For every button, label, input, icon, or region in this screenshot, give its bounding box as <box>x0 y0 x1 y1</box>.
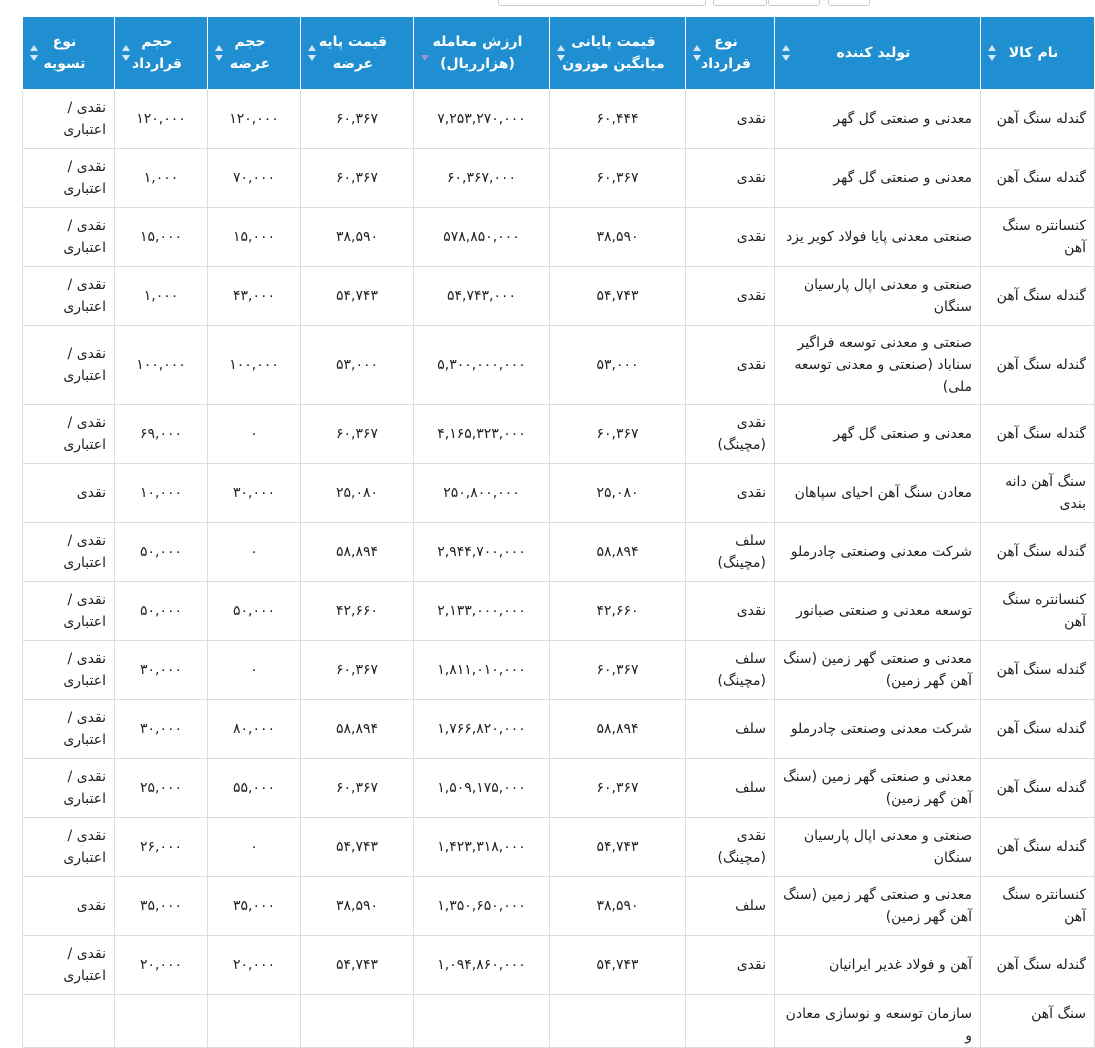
table-cell: معادن سنگ آهن احیای سپاهان <box>775 464 981 523</box>
table-row[interactable] <box>23 641 1095 700</box>
table-cell: ۲۵۰,۸۰۰,۰۰۰ <box>414 464 550 523</box>
table-cell: گندله سنگ آهن <box>981 149 1095 208</box>
table-cell: گندله سنگ آهن <box>981 326 1095 405</box>
column-header-label: نام کالا <box>1008 45 1059 61</box>
table-cell: سلف <box>686 700 775 759</box>
table-row[interactable] <box>23 582 1095 641</box>
column-header[interactable] <box>115 17 208 90</box>
table-row[interactable] <box>23 759 1095 818</box>
table-cell: نقدی <box>686 326 775 405</box>
table-cell: ۵۴,۷۴۳,۰۰۰ <box>414 267 550 326</box>
table-cell: ۵۸,۸۹۴ <box>301 523 414 582</box>
table-cell: ۱۵,۰۰۰ <box>115 208 208 267</box>
table-cell: ۵۴,۷۴۳ <box>550 818 686 877</box>
filter-input[interactable] <box>498 0 706 6</box>
top-toolbar-strip <box>0 0 1080 14</box>
table-cell: نقدی / اعتباری <box>23 267 115 326</box>
table-cell: گندله سنگ آهن <box>981 641 1095 700</box>
table-cell: سلف <box>686 759 775 818</box>
table-cell: گندله سنگ آهن <box>981 818 1095 877</box>
table-cell: ۴۲,۶۶۰ <box>550 582 686 641</box>
table-cell: گندله سنگ آهن <box>981 759 1095 818</box>
table-cell: ۶۰,۳۶۷ <box>301 641 414 700</box>
table-body <box>23 90 1095 1048</box>
table-row[interactable] <box>23 995 1095 1048</box>
table-row[interactable] <box>23 464 1095 523</box>
table-cell: گندله سنگ آهن <box>981 90 1095 149</box>
table-cell <box>550 995 686 1048</box>
table-cell: گندله سنگ آهن <box>981 405 1095 464</box>
table-cell: ۱۲۰,۰۰۰ <box>208 90 301 149</box>
table-cell: ۶۰,۳۶۷ <box>550 641 686 700</box>
table-cell: ۵۸,۸۹۴ <box>550 700 686 759</box>
table-cell: صنعتی و معدنی اپال پارسیان سنگان <box>775 818 981 877</box>
table-cell: نقدی / اعتباری <box>23 405 115 464</box>
table-cell: نقدی <box>686 149 775 208</box>
table-cell: ۱,۷۶۶,۸۲۰,۰۰۰ <box>414 700 550 759</box>
table-cell: ۶۰,۳۶۷ <box>550 759 686 818</box>
column-header-label: حجم قرارداد <box>132 34 182 72</box>
column-header[interactable] <box>686 17 775 90</box>
table-cell: سلف <box>686 877 775 936</box>
table-cell: صنعتی معدنی پایا فولاد کویر یزد <box>775 208 981 267</box>
table-cell: گندله سنگ آهن <box>981 267 1095 326</box>
table-row[interactable] <box>23 818 1095 877</box>
filter-control[interactable] <box>768 0 820 6</box>
table-cell: ۳۵,۰۰۰ <box>115 877 208 936</box>
table-cell: آهن و فولاد غدیر ایرانیان <box>775 936 981 995</box>
trades-table-container <box>22 16 1086 1044</box>
column-header-label: نوع تسویه <box>43 34 86 72</box>
table-cell: ۵۴,۷۴۳ <box>301 936 414 995</box>
table-cell: توسعه معدنی و صنعتی صبانور <box>775 582 981 641</box>
sort-icon[interactable] <box>557 44 565 62</box>
table-cell: ۱,۵۰۹,۱۷۵,۰۰۰ <box>414 759 550 818</box>
table-cell: ۳۰,۰۰۰ <box>115 641 208 700</box>
table-cell: ۵۸,۸۹۴ <box>301 700 414 759</box>
table-cell: نقدی <box>686 90 775 149</box>
table-header-row <box>23 17 1095 90</box>
table-cell: کنسانتره سنگ آهن <box>981 208 1095 267</box>
table-row[interactable] <box>23 936 1095 995</box>
sort-icon[interactable] <box>988 44 996 62</box>
table-cell: ۱۰,۰۰۰ <box>115 464 208 523</box>
table-cell: ۲۵,۰۸۰ <box>301 464 414 523</box>
table-cell <box>686 995 775 1048</box>
table-cell: نقدی / اعتباری <box>23 149 115 208</box>
table-cell: ۶۰,۳۶۷,۰۰۰ <box>414 149 550 208</box>
table-cell: ۱,۰۰۰ <box>115 149 208 208</box>
table-cell: نقدی / اعتباری <box>23 208 115 267</box>
table-cell: ۳۸,۵۹۰ <box>550 208 686 267</box>
table-cell: نقدی / اعتباری <box>23 641 115 700</box>
table-cell: ۳۰,۰۰۰ <box>208 464 301 523</box>
table-cell: شرکت معدنی وصنعتی چادرملو <box>775 523 981 582</box>
table-cell <box>115 995 208 1048</box>
table-cell: ۱۵,۰۰۰ <box>208 208 301 267</box>
table-cell: سازمان توسعه و نوسازی معادن و <box>775 995 981 1048</box>
table-cell: ۶۹,۰۰۰ <box>115 405 208 464</box>
table-cell: ۶۰,۳۶۷ <box>301 759 414 818</box>
table-cell: ۵۰,۰۰۰ <box>115 523 208 582</box>
table-cell: ۳۸,۵۹۰ <box>550 877 686 936</box>
table-cell: نقدی <box>686 582 775 641</box>
table-cell: معدنی و صنعتی گل گهر <box>775 149 981 208</box>
table-cell: صنعتی و معدنی توسعه فراگیر سناباد (صنعتی و معدنی توسعه ملی) <box>775 326 981 405</box>
table-cell: نقدی <box>686 464 775 523</box>
table-cell: گندله سنگ آهن <box>981 523 1095 582</box>
table-cell: ۱۰۰,۰۰۰ <box>208 326 301 405</box>
table-cell: نقدی <box>23 877 115 936</box>
table-cell: نقدی <box>686 267 775 326</box>
table-cell: ۱,۰۰۰ <box>115 267 208 326</box>
sort-icon[interactable] <box>693 44 701 62</box>
sort-icon[interactable] <box>122 44 130 62</box>
table-cell: ۴۳,۰۰۰ <box>208 267 301 326</box>
table-cell: ۱,۰۹۴,۸۶۰,۰۰۰ <box>414 936 550 995</box>
table-cell: کنسانتره سنگ آهن <box>981 877 1095 936</box>
table-row[interactable] <box>23 149 1095 208</box>
column-header[interactable] <box>301 17 414 90</box>
table-row[interactable] <box>23 90 1095 149</box>
table-cell: ۶۰,۴۴۴ <box>550 90 686 149</box>
table-row[interactable] <box>23 523 1095 582</box>
table-cell: ۳۵,۰۰۰ <box>208 877 301 936</box>
table-cell: سلف (مچینگ) <box>686 641 775 700</box>
table-cell: نقدی / اعتباری <box>23 326 115 405</box>
table-cell: معدنی و صنعتی گهر زمین (سنگ آهن گهر زمین) <box>775 877 981 936</box>
sort-icon[interactable] <box>30 44 38 62</box>
table-cell: ۵۸,۸۹۴ <box>550 523 686 582</box>
table-cell: ۴,۱۶۵,۳۲۳,۰۰۰ <box>414 405 550 464</box>
table-cell: ۵۰,۰۰۰ <box>208 582 301 641</box>
table-row[interactable] <box>23 405 1095 464</box>
table-cell: ۳۸,۵۹۰ <box>301 208 414 267</box>
table-cell: معدنی و صنعتی گل گهر <box>775 90 981 149</box>
table-cell: نقدی / اعتباری <box>23 818 115 877</box>
table-cell: ۲,۱۳۳,۰۰۰,۰۰۰ <box>414 582 550 641</box>
sort-icon[interactable] <box>782 44 790 62</box>
sort-icon[interactable] <box>308 44 316 62</box>
table-cell: ۱۲۰,۰۰۰ <box>115 90 208 149</box>
table-cell: ۰ <box>208 405 301 464</box>
column-header[interactable] <box>981 17 1095 90</box>
table-cell <box>301 995 414 1048</box>
table-cell: نقدی / اعتباری <box>23 700 115 759</box>
table-cell: ۰ <box>208 818 301 877</box>
table-cell <box>23 995 115 1048</box>
column-header-label: قیمت پایه عرضه <box>318 34 388 72</box>
column-header-label: تولید کننده <box>836 45 911 61</box>
table-cell: صنعتی و معدنی اپال پارسیان سنگان <box>775 267 981 326</box>
column-header-label: نوع قرارداد <box>701 34 751 72</box>
table-cell: نقدی / اعتباری <box>23 90 115 149</box>
table-cell: ۱,۴۲۳,۳۱۸,۰۰۰ <box>414 818 550 877</box>
table-cell: نقدی / اعتباری <box>23 523 115 582</box>
table-cell: ۶۰,۳۶۷ <box>301 149 414 208</box>
sort-desc-icon[interactable] <box>421 44 429 62</box>
table-cell: ۷,۲۵۳,۲۷۰,۰۰۰ <box>414 90 550 149</box>
table-cell: ۶۰,۳۶۷ <box>301 90 414 149</box>
table-cell: نقدی (مچینگ) <box>686 818 775 877</box>
table-cell: ۰ <box>208 523 301 582</box>
table-row[interactable] <box>23 877 1095 936</box>
table-cell: ۳۸,۵۹۰ <box>301 877 414 936</box>
table-cell: ۵۴,۷۴۳ <box>550 267 686 326</box>
table-row[interactable] <box>23 267 1095 326</box>
table-cell: شرکت معدنی وصنعتی چادرملو <box>775 700 981 759</box>
table-cell: ۲۰,۰۰۰ <box>115 936 208 995</box>
table-cell: ۲۰,۰۰۰ <box>208 936 301 995</box>
table-cell: نقدی <box>686 936 775 995</box>
column-header-label: ارزش معامله (هزارریال) <box>432 34 523 72</box>
table-cell: ۶۰,۳۶۷ <box>301 405 414 464</box>
table-cell <box>414 995 550 1048</box>
filter-control[interactable] <box>828 0 870 6</box>
table-cell: ۵۰,۰۰۰ <box>115 582 208 641</box>
column-header[interactable] <box>208 17 301 90</box>
table-cell: ۵۴,۷۴۳ <box>301 267 414 326</box>
table-cell: سلف (مچینگ) <box>686 523 775 582</box>
table-cell: نقدی <box>686 208 775 267</box>
table-cell <box>208 995 301 1048</box>
table-cell: ۵۴,۷۴۳ <box>550 936 686 995</box>
table-cell: ۳۰,۰۰۰ <box>115 700 208 759</box>
table-cell: ۶۰,۳۶۷ <box>550 405 686 464</box>
table-row[interactable] <box>23 326 1095 405</box>
table-cell: معدنی و صنعتی گهر زمین (سنگ آهن گهر زمین) <box>775 641 981 700</box>
table-cell: ۲۵,۰۰۰ <box>115 759 208 818</box>
table-cell: ۵۴,۷۴۳ <box>301 818 414 877</box>
table-cell: معدنی و صنعتی گهر زمین (سنگ آهن گهر زمین) <box>775 759 981 818</box>
table-cell: ۵۳,۰۰۰ <box>550 326 686 405</box>
table-cell: معدنی و صنعتی گل گهر <box>775 405 981 464</box>
table-cell: ۵۳,۰۰۰ <box>301 326 414 405</box>
column-header-label: حجم عرضه <box>229 34 271 72</box>
table-cell: ۴۲,۶۶۰ <box>301 582 414 641</box>
filter-control[interactable] <box>713 0 767 6</box>
table-cell: ۱۰۰,۰۰۰ <box>115 326 208 405</box>
table-cell: نقدی / اعتباری <box>23 936 115 995</box>
sort-icon[interactable] <box>215 44 223 62</box>
trades-table <box>22 16 1095 1048</box>
table-cell: ۵,۳۰۰,۰۰۰,۰۰۰ <box>414 326 550 405</box>
table-cell: سنگ آهن <box>981 995 1095 1048</box>
table-cell: ۶۰,۳۶۷ <box>550 149 686 208</box>
table-cell: ۵۵,۰۰۰ <box>208 759 301 818</box>
table-cell: ۲۵,۰۸۰ <box>550 464 686 523</box>
table-cell: نقدی / اعتباری <box>23 759 115 818</box>
table-cell: گندله سنگ آهن <box>981 936 1095 995</box>
table-cell: نقدی / اعتباری <box>23 582 115 641</box>
column-header[interactable] <box>550 17 686 90</box>
table-cell: ۲,۹۴۴,۷۰۰,۰۰۰ <box>414 523 550 582</box>
table-cell: کنسانتره سنگ آهن <box>981 582 1095 641</box>
table-cell: ۰ <box>208 641 301 700</box>
column-header[interactable] <box>775 17 981 90</box>
column-header[interactable] <box>414 17 550 90</box>
table-row[interactable] <box>23 208 1095 267</box>
table-cell: سنگ آهن دانه بندی <box>981 464 1095 523</box>
table-cell: ۸۰,۰۰۰ <box>208 700 301 759</box>
table-cell: ۲۶,۰۰۰ <box>115 818 208 877</box>
table-cell: ۱,۳۵۰,۶۵۰,۰۰۰ <box>414 877 550 936</box>
table-cell: نقدی (مچینگ) <box>686 405 775 464</box>
table-cell: گندله سنگ آهن <box>981 700 1095 759</box>
column-header-label: قیمت پایانی میانگین موزون <box>562 34 665 72</box>
table-cell: ۷۰,۰۰۰ <box>208 149 301 208</box>
table-cell: ۵۷۸,۸۵۰,۰۰۰ <box>414 208 550 267</box>
table-row[interactable] <box>23 700 1095 759</box>
column-header[interactable] <box>23 17 115 90</box>
table-cell: ۱,۸۱۱,۰۱۰,۰۰۰ <box>414 641 550 700</box>
table-cell: نقدی <box>23 464 115 523</box>
